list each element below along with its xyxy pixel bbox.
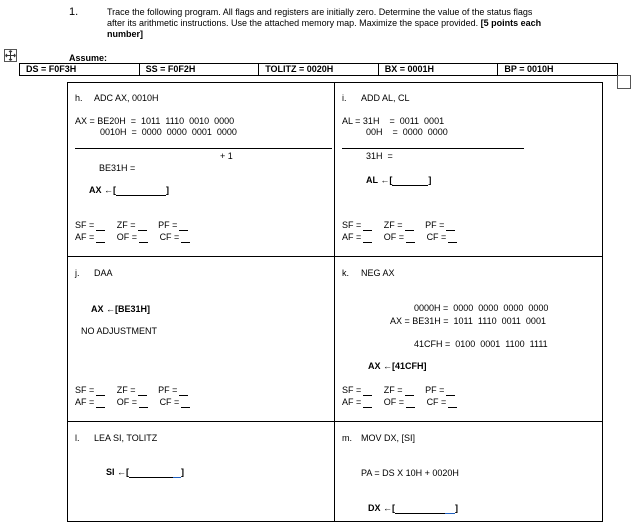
cell-l-answer: [106, 467, 184, 478]
table-resize-handle[interactable]: [617, 75, 631, 89]
flag-cf: CF =: [426, 397, 447, 407]
flag-pf-blank[interactable]: [446, 220, 455, 231]
cell-m-answer: [368, 503, 458, 514]
flag-zf-blank[interactable]: [405, 220, 414, 231]
cell-j-answer: AX ←[BE31H]: [91, 304, 151, 314]
cell-m-instruction: MOV DX, [SI]: [361, 433, 416, 443]
flag-zf-blank[interactable]: [138, 385, 147, 396]
cell-m-pa: PA = DS X 10H + 0020H: [361, 468, 459, 478]
cell-m-answer-suffix: ]: [455, 503, 458, 513]
flag-cf: CF =: [426, 232, 447, 242]
cell-i-answer: [366, 175, 431, 186]
flag-of: OF =: [383, 397, 405, 407]
cell-k-answer: AX ←[41CFH]: [368, 361, 427, 371]
flags-h-row2: [75, 232, 190, 243]
flag-cf-blank[interactable]: [448, 232, 457, 243]
flag-sf: SF =: [75, 220, 95, 230]
flags-k-row1: [342, 385, 455, 396]
register-tolitz: TOLITZ = 0020H: [259, 64, 379, 75]
flags-j-row1: [75, 385, 188, 396]
register-table: [19, 63, 618, 76]
flag-af: AF =: [342, 232, 362, 242]
flags-j-row2: [75, 397, 190, 408]
flags-h-row1: [75, 220, 188, 231]
instructions-line-2: [107, 18, 541, 28]
cell-h-result: BE31H =: [99, 163, 136, 173]
register-ss: SS = F0F2H: [140, 64, 260, 75]
flag-af-blank[interactable]: [363, 397, 372, 408]
register-ds: DS = F0F3H: [20, 64, 140, 75]
flag-pf: PF =: [158, 220, 178, 230]
grid-divider-vertical: [334, 82, 335, 522]
flag-pf-blank[interactable]: [179, 385, 188, 396]
cell-h-row1: AX = BE20H = 1011 1110 0010 0000: [75, 116, 235, 126]
flags-i-row2: [342, 232, 457, 243]
flag-of: OF =: [116, 397, 138, 407]
flag-af: AF =: [342, 397, 362, 407]
cell-m-label: m.: [342, 433, 352, 443]
flag-of-blank[interactable]: [406, 397, 415, 408]
cell-k-row3: 41CFH = 0100 0001 1100 1111: [414, 339, 548, 349]
table-move-handle-icon[interactable]: [4, 49, 17, 62]
question-number: 1.: [69, 6, 79, 18]
flag-cf-blank[interactable]: [448, 397, 457, 408]
flag-zf: ZF =: [383, 220, 403, 230]
cell-i-row1: AL = 31H = 0011 0001: [342, 116, 445, 126]
flag-of: OF =: [383, 232, 405, 242]
cell-i-result: 31H =: [366, 151, 393, 161]
flag-zf: ZF =: [383, 385, 403, 395]
cell-l-answer-cursor: [173, 467, 181, 478]
cell-l-answer-blank[interactable]: [129, 467, 173, 478]
cell-h-answer-suffix: ]: [166, 185, 169, 195]
flag-pf: PF =: [425, 220, 445, 230]
points-label: [5 points each: [480, 18, 542, 28]
instructions-line-1: Trace the following program. All flags and registers are initially zero. Determine the value of the status flags: [107, 7, 533, 17]
cell-l-answer-prefix: SI ←[: [106, 467, 130, 477]
flag-of-blank[interactable]: [139, 397, 148, 408]
flag-af: AF =: [75, 397, 95, 407]
flag-sf: SF =: [75, 385, 95, 395]
cell-k-row1: 0000H = 0000 0000 0000 0000: [414, 303, 549, 313]
cell-k-instruction: NEG AX: [361, 268, 395, 278]
cell-k-label: k.: [342, 268, 350, 278]
flag-sf-blank[interactable]: [363, 220, 372, 231]
flag-cf: CF =: [159, 397, 180, 407]
flags-k-row2: [342, 397, 457, 408]
flag-pf-blank[interactable]: [179, 220, 188, 231]
flag-af-blank[interactable]: [363, 232, 372, 243]
cell-i-answer-suffix: ]: [428, 175, 432, 185]
cell-m-answer-blank[interactable]: [395, 503, 445, 514]
flag-cf-blank[interactable]: [181, 397, 190, 408]
instructions-line-2-text: after its arithmetic instructions. Use the attached memory map. Maximize the space provided.: [107, 18, 479, 28]
cell-k-row2: AX = BE31H = 1011 1110 0011 0001: [390, 316, 546, 326]
cell-h-answer-blank[interactable]: [116, 185, 166, 196]
flag-af: AF =: [75, 232, 95, 242]
cell-i-label: i.: [342, 93, 347, 103]
cell-m-answer-prefix: DX ←[: [368, 503, 395, 513]
cell-i-sum-rule: [342, 148, 524, 149]
flag-zf-blank[interactable]: [138, 220, 147, 231]
cell-h-instruction: ADC AX, 0010H: [94, 93, 159, 103]
flag-af-blank[interactable]: [96, 397, 105, 408]
cell-i-row2: 00H = 0000 0000: [366, 127, 448, 137]
flag-pf-blank[interactable]: [446, 385, 455, 396]
cell-h-row2: 0010H = 0000 0000 0001 0000: [100, 127, 237, 137]
flag-zf-blank[interactable]: [405, 385, 414, 396]
cell-j-label: j.: [75, 268, 80, 278]
cell-h-answer: [89, 185, 169, 196]
cell-h-sum-rule: [75, 148, 332, 149]
cell-i-answer-blank[interactable]: [392, 175, 428, 186]
flag-zf: ZF =: [116, 220, 136, 230]
flag-cf-blank[interactable]: [181, 232, 190, 243]
cell-i-answer-prefix: AL ←[: [366, 175, 393, 185]
cell-h-label: h.: [75, 93, 83, 103]
cell-l-instruction: LEA SI, TOLITZ: [94, 433, 158, 443]
register-bx: BX = 0001H: [379, 64, 499, 75]
flags-i-row1: [342, 220, 455, 231]
flag-of-blank[interactable]: [406, 232, 415, 243]
flag-pf: PF =: [425, 385, 445, 395]
flag-sf-blank[interactable]: [96, 385, 105, 396]
cell-j-instruction: DAA: [94, 268, 113, 278]
cell-l-answer-suffix: ]: [181, 467, 185, 477]
assume-label: Assume:: [69, 53, 108, 63]
flag-pf: PF =: [158, 385, 178, 395]
flag-sf: SF =: [342, 385, 362, 395]
register-bp: BP = 0010H: [504, 64, 554, 74]
cell-m-answer-cursor: [445, 503, 455, 514]
cell-h-carry: + 1: [220, 151, 233, 161]
flag-zf: ZF =: [116, 385, 136, 395]
grid-divider-row-1: [67, 256, 603, 257]
flag-af-blank[interactable]: [96, 232, 105, 243]
flag-of-blank[interactable]: [139, 232, 148, 243]
cell-i-instruction: ADD AL, CL: [361, 93, 410, 103]
cell-j-note: NO ADJUSTMENT: [81, 326, 158, 336]
grid-divider-row-2: [67, 421, 603, 422]
flag-sf: SF =: [342, 220, 362, 230]
flag-cf: CF =: [159, 232, 180, 242]
flag-sf-blank[interactable]: [363, 385, 372, 396]
flag-of: OF =: [116, 232, 138, 242]
cell-h-answer-prefix: AX ←[: [89, 185, 116, 195]
cell-l-label: l.: [75, 433, 80, 443]
points-label-2: number]: [107, 29, 143, 39]
flag-sf-blank[interactable]: [96, 220, 105, 231]
